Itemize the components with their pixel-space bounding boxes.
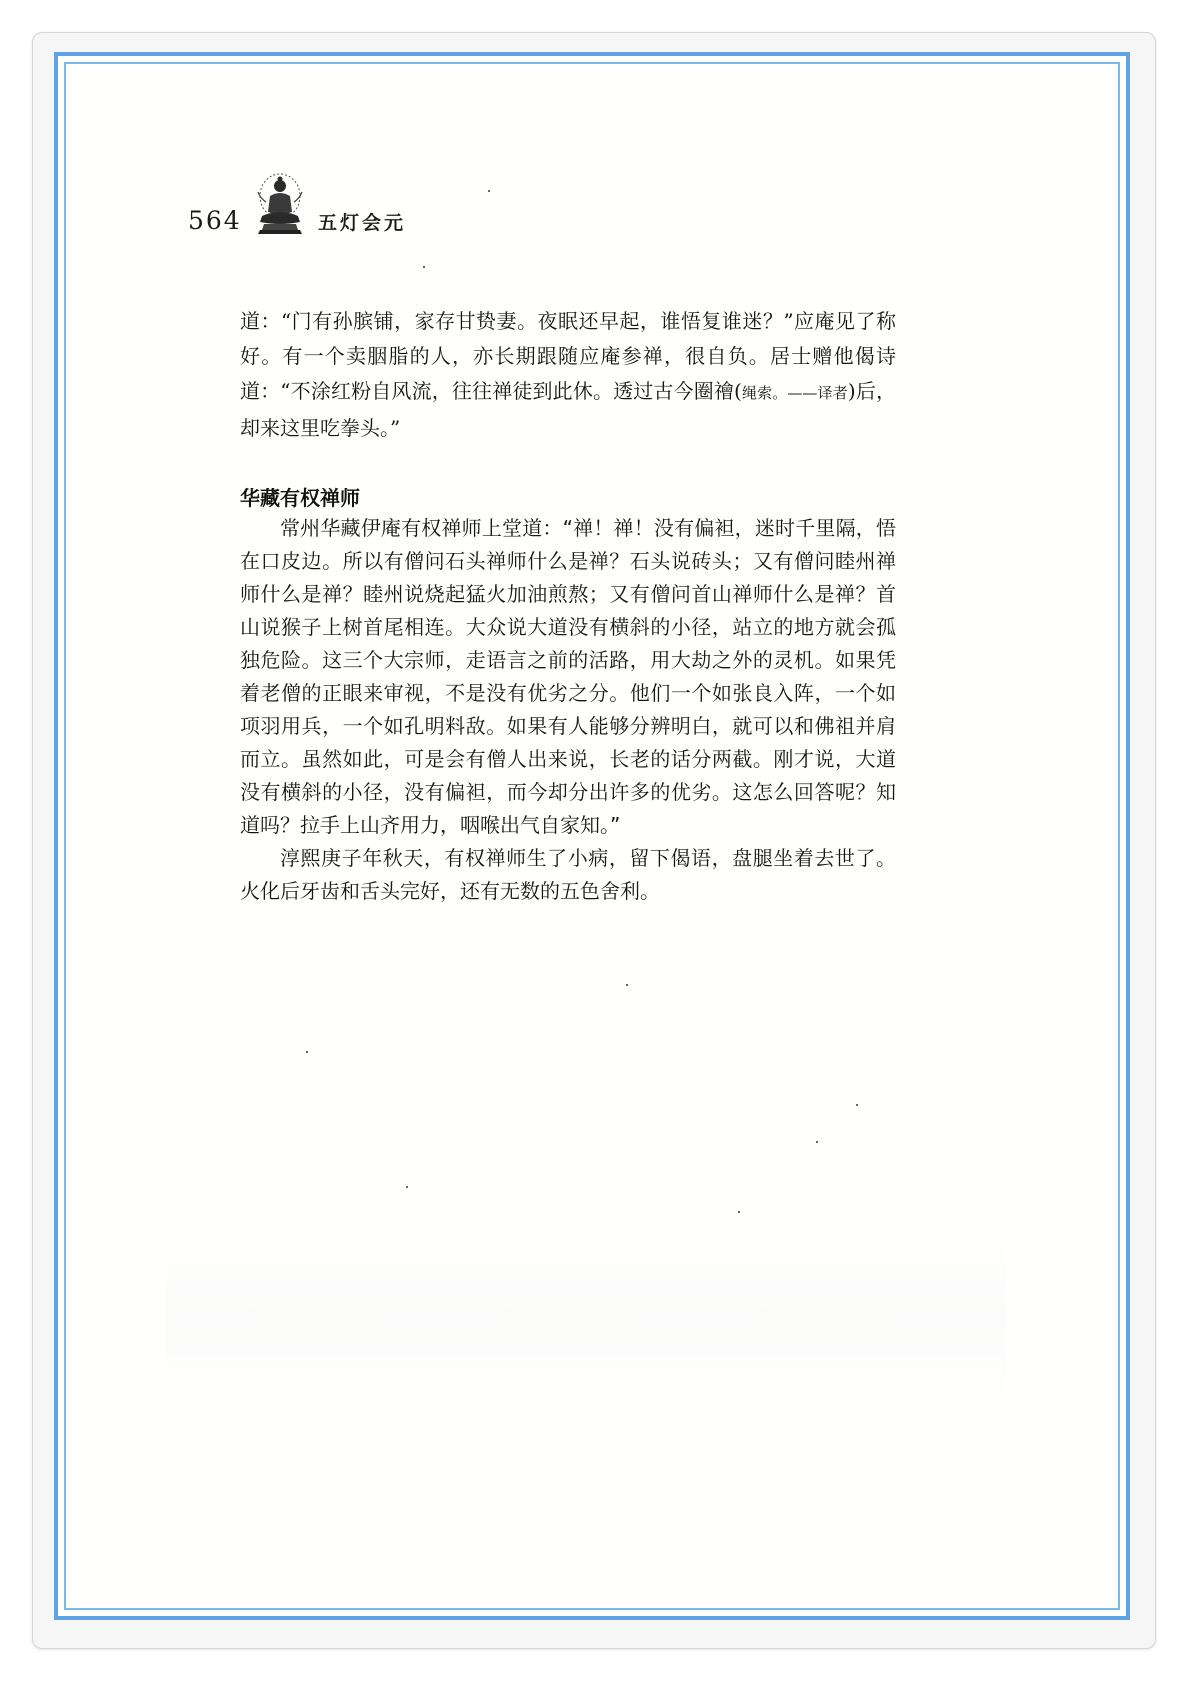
section-body xyxy=(240,512,896,908)
prev-text-before-note: 道：“门有孙膑铺，家存甘贽妻。夜眠还早起，谁悟复谁迷？”应庵见了称好。有一个卖胭脂的人，亦长期跟随应庵参禅，很自负。居士赠他偈诗道：“不涂红粉自风流，往往禅徒到此休。透过古今圈禬( xyxy=(240,309,896,403)
translator-note: 绳索。——译者 xyxy=(741,384,848,402)
seated-buddha-icon xyxy=(254,172,306,236)
paragraph: 淳熙庚子年秋天，有权禅师生了小病，留下偈语，盘腿坐着去世了。火化后牙齿和舌头完好，还有无数的五色舍利。 xyxy=(240,846,896,903)
scan-speck xyxy=(816,1141,818,1143)
prev-text-after-note: )后，却来这里吃拳头。” xyxy=(240,379,896,440)
paragraph: 常州华藏伊庵有权禅师上堂道：“禅！禅！没有偏袒，迷时千里隔，悟在口皮边。所以有僧问石头禅师什么是禅？石头说砖头；又有僧问睦州禅师什么是禅？睦州说烧起猛火加油煎熬；又有僧问首山禅师什么是禅？首山说猴子上树首尾相连。大众说大道没有横斜的小径，站立的地方就会孤独危险。这三个大宗师，走语言之前的活路，用大劫之外的灵机。如果凭着老僧的正眼来审视，不是没有优劣之分。他们一个如张良入阵，一个如项羽用兵，一个如孔明料敌。如果有人能够分辨明白，就可以和佛祖并肩而立。虽然如此，可是会有僧人出来说，长老的话分两截。刚才说，大道没有横斜的小径，没有偏袒，而今却分出许多的优劣。这怎么回答呢？知道吗？拉手上山齐用力，咽喉出气自家知。” xyxy=(240,516,896,837)
scan-speck xyxy=(306,1051,308,1053)
page-number: 564 xyxy=(188,206,242,235)
page-frame xyxy=(54,52,1130,1620)
scan-speck xyxy=(406,1186,408,1188)
previous-section-paragraph xyxy=(240,304,896,446)
scan-speck xyxy=(423,266,425,268)
scan-speck xyxy=(626,984,628,986)
book-title: 五灯会元 xyxy=(318,212,407,234)
page-frame-inner xyxy=(64,62,1120,1610)
section-title: 华藏有权禅师 xyxy=(240,486,360,510)
book-page xyxy=(66,64,1118,1608)
scan-shading xyxy=(166,1234,1006,1404)
scan-speck xyxy=(488,190,490,192)
scan-speck xyxy=(856,1104,858,1106)
scan-speck xyxy=(738,1211,740,1213)
